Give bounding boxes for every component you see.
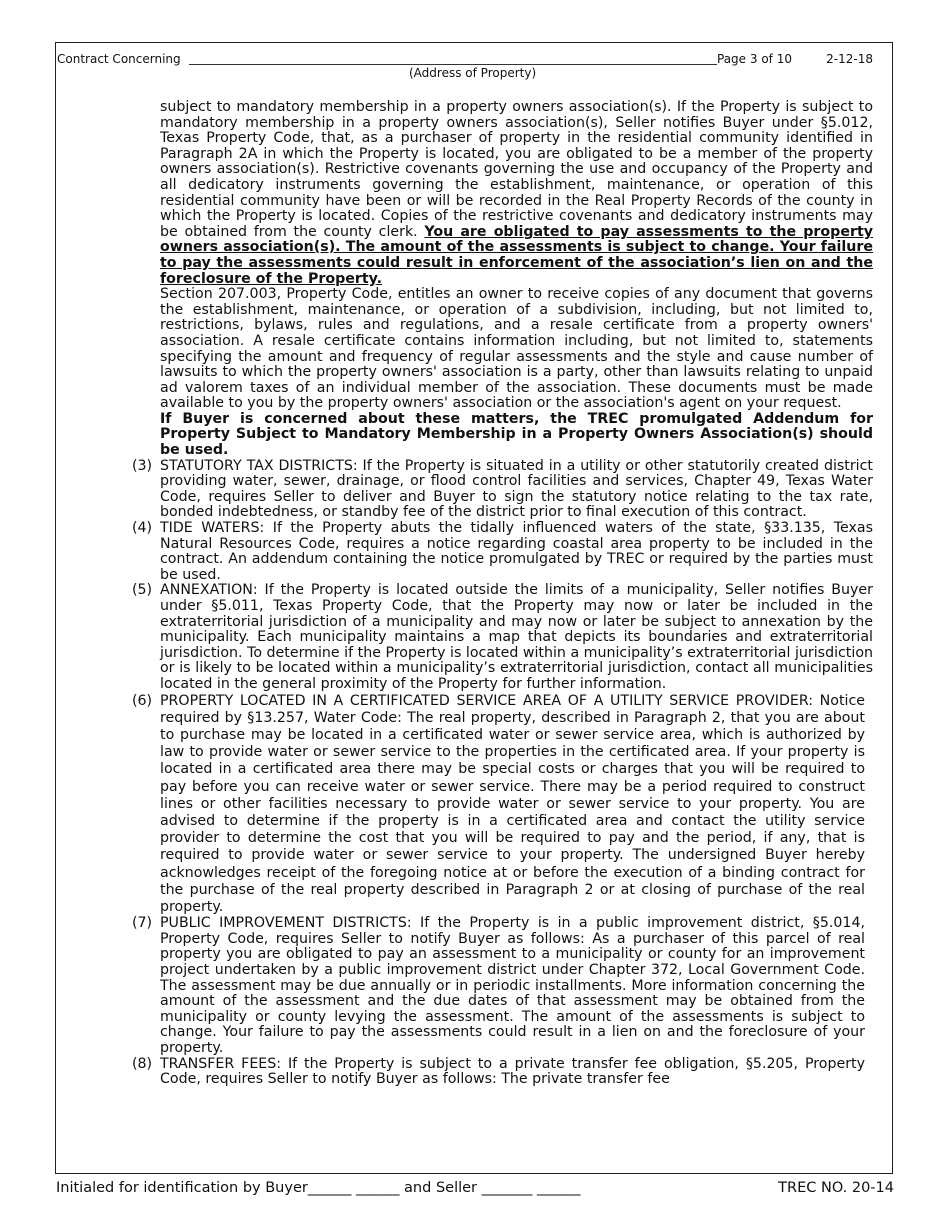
item-number: (3) (132, 457, 153, 474)
item-number: (8) (132, 1055, 153, 1072)
page-header (57, 52, 873, 82)
item-text: STATUTORY TAX DISTRICTS: If the Property is situated in a utility or other statutorily created district providing water, sewer, drainage, or flood control facilities and services, Chapter 49, Texas Water Code, requires Seller to deliver and Buyer to sign the statutory notice relating to the tax rate, bonded indebtedness, or standby fee of the district prior to final execution of this contract. (160, 457, 873, 521)
item-text: ANNEXATION: If the Property is located outside the limits of a municipality, Seller notifies Buyer under §5.011, Texas Property Code, that the Property may now or later be included in the extraterritorial jurisdiction of a municipality and may now or later be subject to annexation by the municipality. Each municipality maintains a map that depicts its boundaries and extraterritorial jurisdiction. To determine if the Property is located within a municipality’s extraterritorial jurisdiction or is likely to be located within a municipality’s extraterritorial jurisdiction, contact all municipalities located in the general proximity of the Property for further information. (160, 582, 873, 692)
section-207-paragraph: Section 207.003, Property Code, entitles an owner to receive copies of any document that governs the establishment, maintenance, or operation of a subdivision, including, but not limited to, restrictions, bylaws, rules and regulations, and a resale certificate from a property owners' association. A resale certificate contains information including, but not limited to, statements specifying the amount and frequency of regular assessments and the style and cause number of lawsuits to which the property owners' association is a party, other than lawsuits relating to unpaid ad valorem taxes of an individual member of the association. These documents must be made available to you by the property owners' association or the association's agent on your request. (160, 286, 873, 412)
address-blank-line[interactable] (189, 64, 717, 65)
hoa-warning: You are obligated to pay assessments to the property owners association(s). The amount of the assessments is subject to change. Your failure to pay the assessments could result in enforcement of the association’s lien on and the foreclosure of the Property. (160, 223, 873, 287)
hoa-paragraph (160, 100, 873, 287)
item-7 (132, 915, 865, 1056)
initials-line[interactable]: Initialed for identification by Buyer______ ______ and Seller _______ ______ (56, 1180, 581, 1196)
addendum-note: If Buyer is concerned about these matters, the TREC promulgated Addendum for Property Subject to Mandatory Membership in a Property Owners Association(s) should be used. (160, 410, 873, 459)
form-number: TREC NO. 20-14 (778, 1180, 894, 1196)
item-text: TIDE WATERS: If the Property abuts the tidally influenced waters of the state, §33.135, Texas Natural Resources Code, requires a notice regarding coastal area property to be included in the contract. An addendum containing the notice promulgated by TREC or required by the parties must be used. (160, 520, 873, 583)
contract-concerning-label: Contract Concerning (57, 52, 181, 66)
item-5 (132, 582, 873, 692)
item-text: TRANSFER FEES: If the Property is subject to a private transfer fee obligation, §5.205, Property Code, requires Seller to notify Buyer as follows: The private transfer fee (160, 1055, 865, 1088)
item-3 (132, 457, 873, 521)
item-8 (132, 1055, 865, 1088)
contract-body (132, 99, 873, 1088)
item-text: PUBLIC IMPROVEMENT DISTRICTS: If the Property is in a public improvement district, §5.014, Property Code, requires Seller to notify Buyer as follows: As a purchaser of this parcel of real property you are obligated to pay an assessment to a municipality or county for an improvement project undertaken by a public improvement district under Chapter 372, Local Government Code. The assessment may be due annually or in periodic installments. More information concerning the amount of the assessment and the due dates of that assessment may be obtained from the municipality or county levying the assessment. The amount of the assessments is subject to change. Your failure to pay the assessments could result in a lien on and the foreclosure of your property. (160, 915, 865, 1056)
item-text: PROPERTY LOCATED IN A CERTIFICATED SERVICE AREA OF A UTILITY SERVICE PROVIDER: Notice required by §13.257, Water Code: The real property, described in Paragraph 2, that you are about to purchase may be located in a certificated water or sewer service area, which is authorized by law to provide water or sewer service to the properties in the certificated area. If your property is located in a certificated area there may be special costs or charges that you will be required to pay before you can receive water or sewer service. There may be a period required to construct lines or other facilities necessary to provide water or sewer service to your property. You are advised to determine if the property is in a certificated area and contact the utility service provider to determine the cost that you will be required to pay and the period, if any, that is required to provide water or sewer service to your property. The undersigned Buyer hereby acknowledges receipt of the foregoing notice at or before the execution of a binding contract for the purchase of the real property described in Paragraph 2 or at closing of purchase of the real property. (160, 692, 865, 915)
item-number: (5) (132, 582, 153, 599)
address-caption: (Address of Property) (409, 66, 537, 80)
form-date: 2-12-18 (826, 52, 873, 66)
item-4 (132, 520, 873, 583)
page-number: Page 3 of 10 (717, 52, 792, 66)
hoa-text: subject to mandatory membership in a property owners association(s). If the Property is subject to mandatory membership in a property owners association(s), Seller notifies Buyer under §5.012, Texas Property Code, that, as a purchaser of property in the residential community identified in Paragraph 2A in which the Property is located, you are obligated to be a member of the property owners association(s). Restrictive covenants governing the use and occupancy of the Property and all dedicatory instruments governing the establishment, maintenance, or operation of this residential community have been or will be recorded in the Real Property Records of the county in which the Property is located. Copies of the restrictive covenants and dedicatory instruments may be obtained from the county clerk. (160, 99, 873, 240)
item-6 (132, 692, 865, 917)
item-number: (6) (132, 692, 153, 709)
item-number: (4) (132, 520, 153, 537)
item-number: (7) (132, 915, 153, 932)
